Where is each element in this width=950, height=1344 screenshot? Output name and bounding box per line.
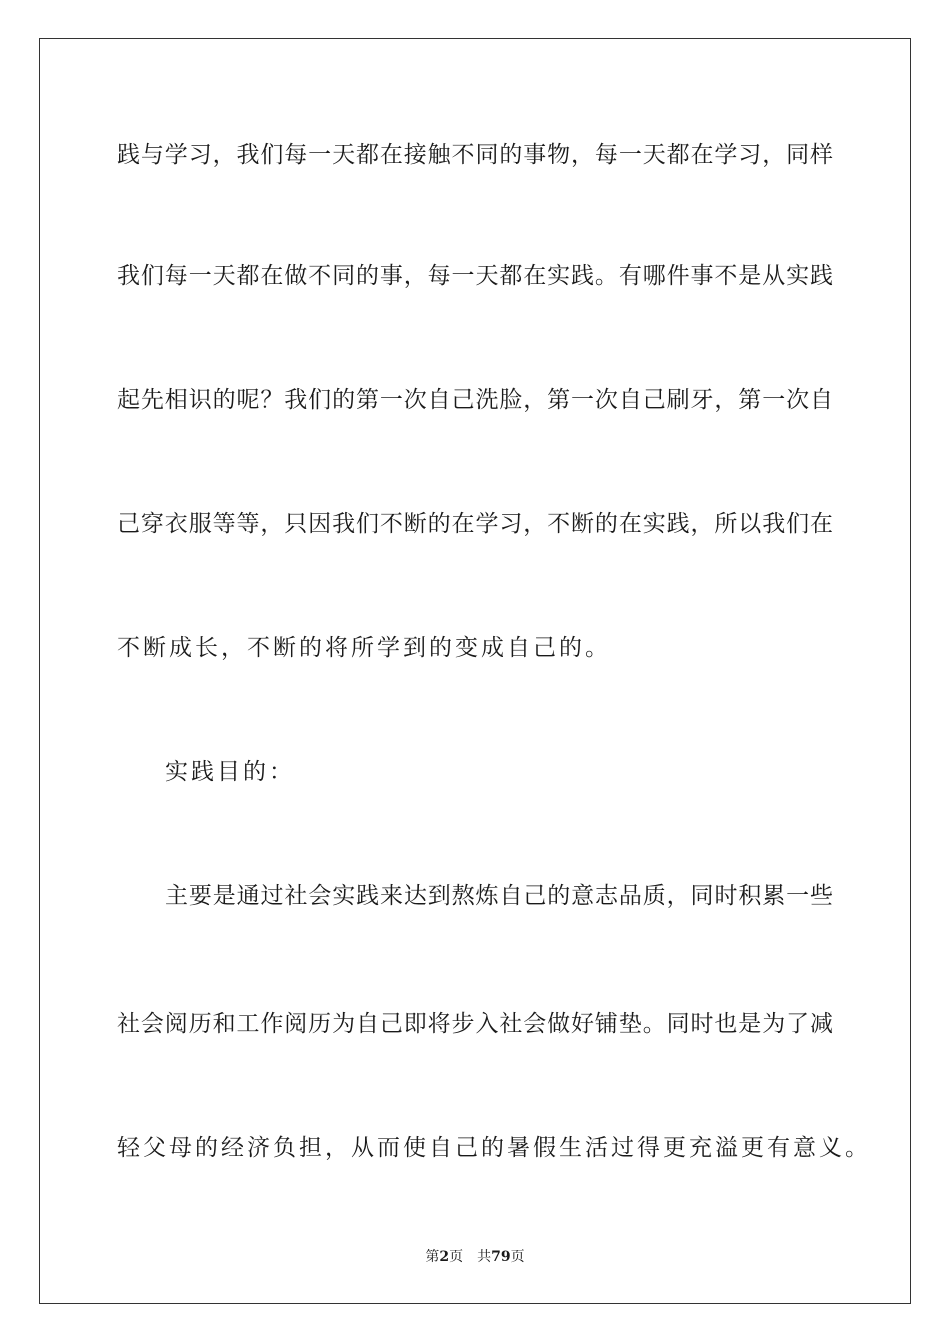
page-prefix: 第 [425,1249,440,1265]
total-suffix: 页 [510,1249,525,1265]
paragraph-1-line-1: 践与学习，我们每一天都在接触不同的事物，每一天都在学习，同样 [117,142,833,168]
page-footer [0,1248,950,1266]
section-heading: 实践目的： [165,759,295,785]
page-number: 2 [439,1249,450,1265]
paragraph-1-line-3: 起先相识的呢？我们的第一次自己洗脸，第一次自己刷牙，第一次自 [117,387,833,413]
page-border [39,38,911,1304]
paragraph-1-line-5: 不断成长，不断的将所学到的变成自己的。 [117,635,611,661]
paragraph-2-line-3: 轻父母的经济负担，从而使自己的暑假生活过得更充溢更有意义。 [117,1135,871,1161]
paragraph-2-line-1: 主要是通过社会实践来达到熬炼自己的意志品质，同时积累一些 [165,883,833,909]
paragraph-1-line-2: 我们每一天都在做不同的事，每一天都在实践。有哪件事不是从实践 [117,263,833,289]
total-prefix: 共 [477,1249,492,1265]
total-pages: 79 [491,1249,511,1265]
paragraph-2-line-2: 社会阅历和工作阅历为自己即将步入社会做好铺垫。同时也是为了减 [117,1011,833,1037]
paragraph-1-line-4: 己穿衣服等等，只因我们不断的在学习，不断的在实践，所以我们在 [117,511,833,537]
page-suffix: 页 [449,1249,464,1265]
